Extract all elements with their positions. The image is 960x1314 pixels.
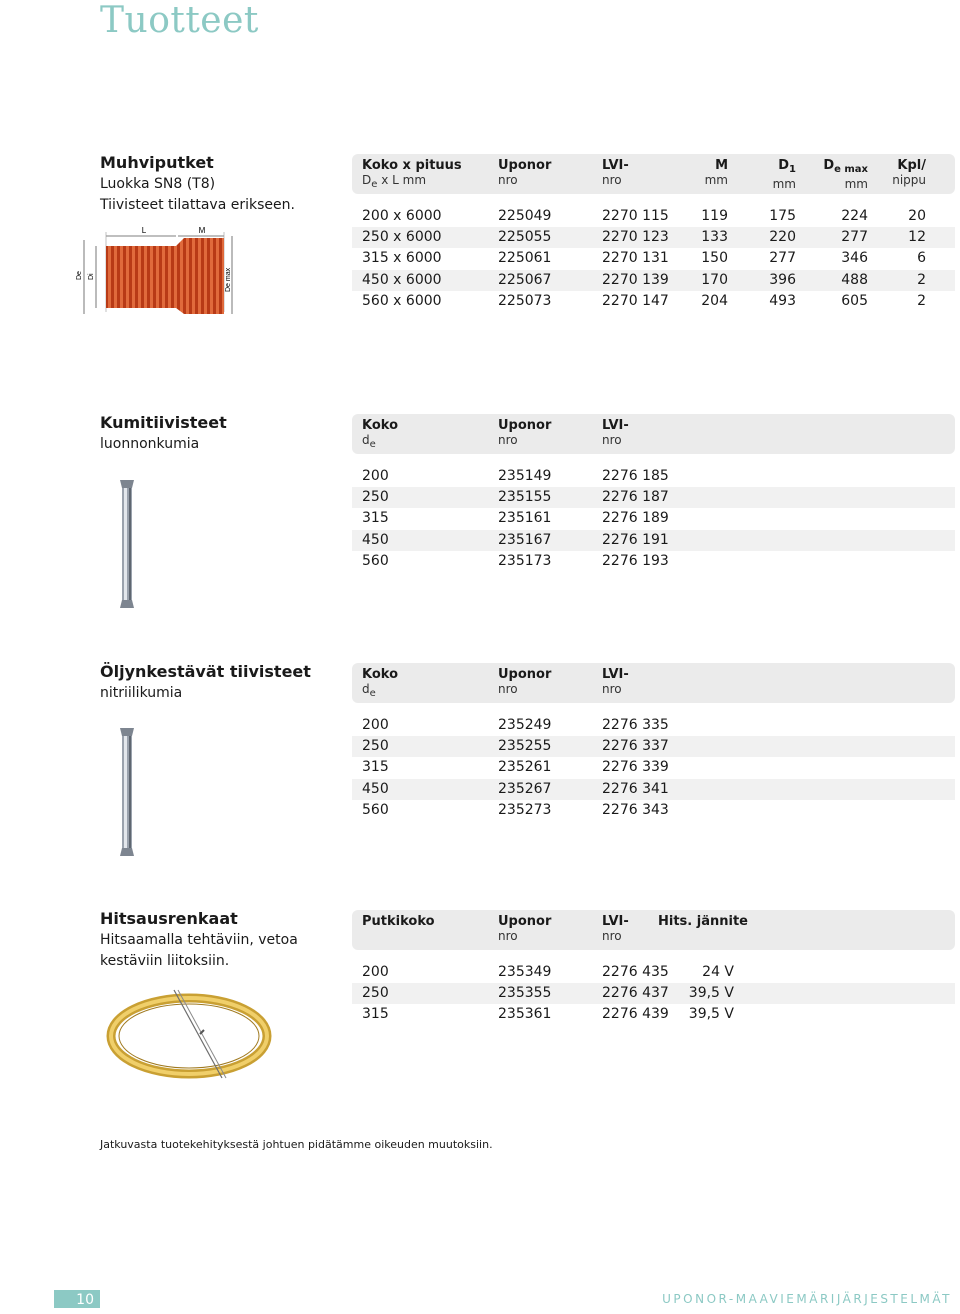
table-row (352, 530, 955, 551)
table-cell: 450 (362, 531, 389, 548)
table-cell: 204 (701, 292, 728, 309)
table-row (352, 291, 955, 312)
table-cell: 2276 193 (602, 552, 669, 569)
table-cell: 39,5 V (688, 1006, 734, 1023)
pipe-socket (176, 238, 224, 314)
table-cell: 2276 337 (602, 738, 669, 755)
footer-note: Jatkuvasta tuotekehityksestä johtuen pidätämme oikeuden muutoksiin. (100, 1138, 493, 1151)
table-cell: 2276 189 (602, 510, 669, 527)
table-row (352, 962, 955, 983)
table-row (352, 983, 955, 1004)
col-lvi: LVI- nro (602, 914, 629, 943)
col-koko: Koko $d_e$ (362, 418, 399, 450)
table-cell: 2270 147 (602, 292, 669, 309)
col-putkikoko: Putkikoko (362, 914, 435, 929)
table-row (352, 800, 955, 821)
table-cell: 133 (701, 229, 728, 246)
label-de: De (76, 271, 83, 280)
table-cell: 2270 131 (602, 250, 669, 267)
table-cell: 119 (701, 208, 728, 224)
kumi-sub: luonnonkumia (100, 436, 200, 452)
table-cell: 488 (841, 271, 868, 288)
table-cell: 2276 439 (602, 1006, 669, 1023)
muhvi-line1: Luokka SN8 (T8) (100, 176, 216, 192)
table-cell: 396 (769, 271, 796, 288)
table-cell: 2276 343 (602, 801, 669, 818)
table-row (352, 206, 955, 227)
rubber-seal-image (118, 478, 136, 610)
col-jannite: Hits. jännite (658, 914, 748, 929)
hits-line1: Hitsaamalla tehtäviin, vetoa (100, 932, 298, 948)
table-cell: 200 (362, 468, 389, 484)
col-uponor: Uponor nro (498, 158, 552, 187)
table-cell: 560 x 6000 (362, 292, 442, 309)
table-cell: 2276 339 (602, 759, 669, 776)
muhvi-side (100, 152, 340, 216)
table-cell: 235173 (498, 552, 552, 569)
table-row (352, 508, 955, 529)
col-uponor: Uponor nro (498, 667, 552, 696)
table-cell: 200 (362, 717, 389, 733)
table-cell: 2276 185 (602, 468, 669, 484)
pipe-diagram (72, 222, 242, 318)
col-lvi: LVI- nro (602, 158, 629, 187)
muhvi-title: Muhviputket (100, 153, 214, 172)
table-cell: 560 (362, 552, 389, 569)
table-cell: 224 (841, 208, 868, 224)
table-cell: 250 (362, 489, 389, 506)
table-cell: 2276 435 (602, 964, 669, 980)
hits-title: Hitsausrenkaat (100, 909, 238, 928)
table-cell: 200 (362, 964, 389, 980)
table-cell: 24 V (702, 964, 734, 980)
table-row (352, 248, 955, 269)
table-cell: 6 (917, 250, 926, 267)
table-cell: 175 (769, 208, 796, 224)
table-row (352, 466, 955, 487)
col-demax: $D_{e max}$ mm (823, 158, 868, 191)
table-cell: 220 (769, 229, 796, 246)
oljy-title: Öljynkestävät tiivisteet (100, 662, 311, 681)
table-cell: 235361 (498, 1006, 552, 1023)
table-cell: 235149 (498, 468, 552, 484)
table-cell: 235161 (498, 510, 552, 527)
table-cell: 250 x 6000 (362, 229, 442, 246)
table-cell: 2276 191 (602, 531, 669, 548)
table-cell: 315 (362, 759, 389, 776)
table-cell: 170 (701, 271, 728, 288)
table-cell: 235261 (498, 759, 552, 776)
table-row (352, 551, 955, 572)
oljy-side (100, 661, 340, 704)
hits-side (100, 908, 340, 972)
label-l: L (141, 226, 147, 235)
table-cell: 2 (917, 271, 926, 288)
label-demax: De max (225, 267, 232, 292)
table-cell: 560 (362, 801, 389, 818)
table-cell: 315 (362, 510, 389, 527)
table-cell: 250 (362, 738, 389, 755)
welding-ring-image (104, 984, 274, 1084)
col-lvi: LVI- nro (602, 418, 629, 447)
table-cell: 235167 (498, 531, 552, 548)
table-cell: 12 (908, 229, 926, 246)
table-cell: 150 (701, 250, 728, 267)
table-row (352, 736, 955, 757)
table-cell: 235267 (498, 780, 552, 797)
table-cell: 346 (841, 250, 868, 267)
table-cell: 235255 (498, 738, 552, 755)
col-d1: $D_1$ mm (772, 158, 796, 191)
table-cell: 315 (362, 1006, 389, 1023)
table-cell: 2270 115 (602, 208, 669, 224)
table-cell: 225049 (498, 208, 552, 224)
col-m: M mm (704, 158, 728, 187)
table-cell: 315 x 6000 (362, 250, 442, 267)
table-cell: 2270 123 (602, 229, 669, 246)
page-number: 10 (54, 1290, 100, 1308)
table-cell: 2276 437 (602, 985, 669, 1002)
kumi-side (100, 412, 340, 455)
table-cell: 225061 (498, 250, 552, 267)
muhvi-line2: Tiivisteet tilattava erikseen. (100, 197, 295, 213)
col-uponor: Uponor nro (498, 914, 552, 943)
col-koko: Koko x pituus $D_e$ x L mm (362, 158, 462, 190)
table-cell: 20 (908, 208, 926, 224)
kumi-table-header (352, 414, 955, 454)
table-cell: 250 (362, 985, 389, 1002)
pipe-body (106, 246, 176, 308)
col-lvi: LVI- nro (602, 667, 629, 696)
table-cell: 200 x 6000 (362, 208, 442, 224)
nitrile-seal-image (118, 726, 136, 858)
table-cell: 225055 (498, 229, 552, 246)
table-cell: 450 (362, 780, 389, 797)
table-cell: 235249 (498, 717, 552, 733)
table-cell: 235349 (498, 964, 552, 980)
table-cell: 39,5 V (688, 985, 734, 1002)
oljy-sub: nitriilikumia (100, 685, 183, 701)
table-cell: 225067 (498, 271, 552, 288)
table-row (352, 1004, 955, 1025)
table-row (352, 779, 955, 800)
col-koko: Koko $d_e$ (362, 667, 399, 699)
oljy-table-header (352, 663, 955, 703)
table-cell: 2276 187 (602, 489, 669, 506)
table-cell: 277 (769, 250, 796, 267)
table-row (352, 270, 955, 291)
table-cell: 2276 341 (602, 780, 669, 797)
label-di: Di (88, 273, 95, 280)
page-title: Tuotteet (100, 0, 259, 41)
col-kpl: Kpl/ nippu (892, 158, 926, 187)
table-row (352, 757, 955, 778)
hits-line2: kestäviin liitoksiin. (100, 953, 230, 969)
label-m: M (198, 226, 206, 235)
table-cell: 2 (917, 292, 926, 309)
brand-footer: UPONOR-MAAVIEMÄRIJÄRJESTELMÄT (662, 1292, 952, 1306)
kumi-title: Kumitiivisteet (100, 413, 227, 432)
table-cell: 493 (769, 292, 796, 309)
table-row (352, 487, 955, 508)
table-row (352, 227, 955, 248)
table-cell: 235155 (498, 489, 552, 506)
table-cell: 277 (841, 229, 868, 246)
table-cell: 2276 335 (602, 717, 669, 733)
table-cell: 2270 139 (602, 271, 669, 288)
col-uponor: Uponor nro (498, 418, 552, 447)
table-cell: 605 (841, 292, 868, 309)
table-row (352, 715, 955, 736)
table-cell: 235355 (498, 985, 552, 1002)
muhvi-table-header (352, 154, 955, 194)
table-cell: 235273 (498, 801, 552, 818)
table-cell: 225073 (498, 292, 552, 309)
table-cell: 450 x 6000 (362, 271, 442, 288)
hits-table-header (352, 910, 955, 950)
